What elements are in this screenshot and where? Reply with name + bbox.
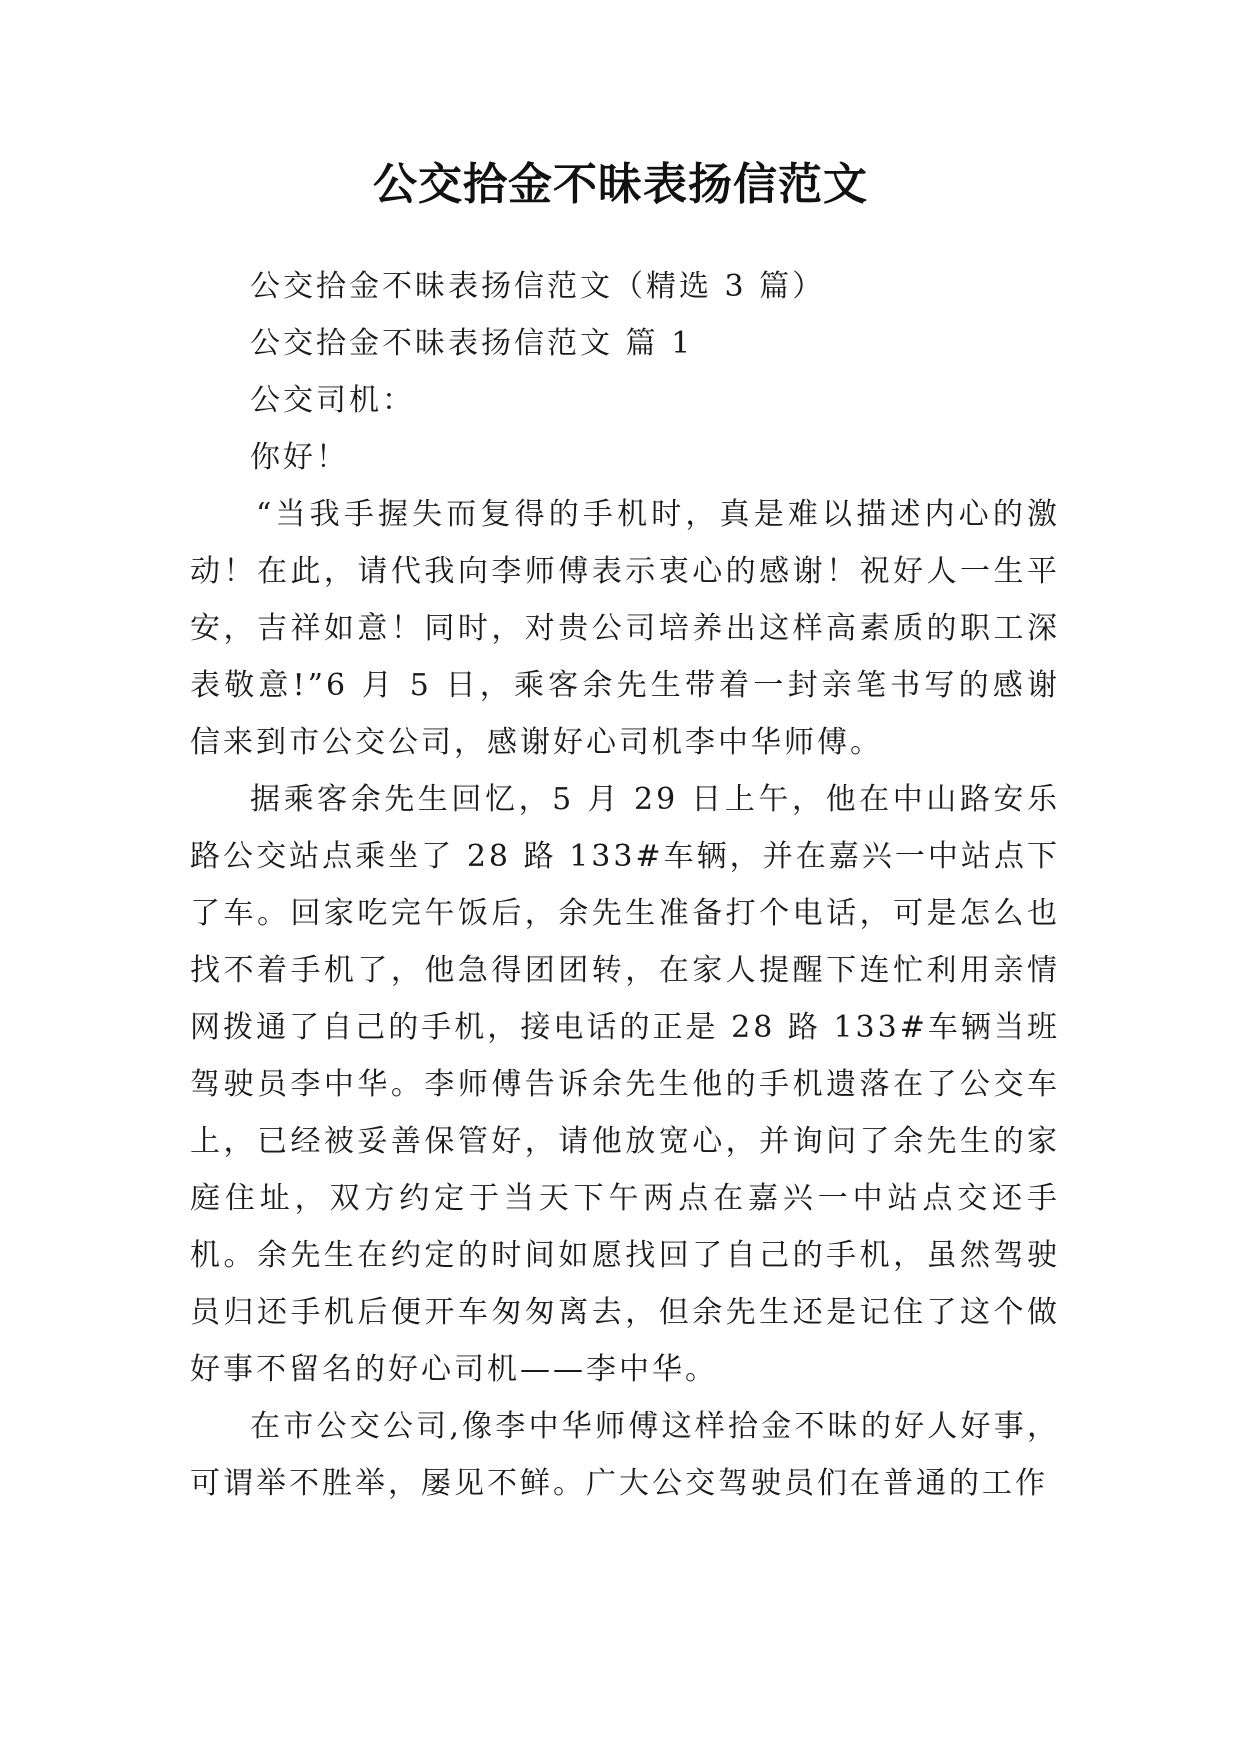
document-title: 公交拾金不昧表扬信范文: [373, 159, 868, 210]
subtitle-paragraph: 公交拾金不昧表扬信范文（精选 3 篇）: [250, 269, 826, 304]
section-heading: 公交拾金不昧表扬信范文 篇 1: [250, 326, 694, 361]
salutation: 公交司机：: [250, 383, 415, 418]
document-body: [190, 258, 1060, 1512]
quote-paragraph: “当我手握失而复得的手机时，真是难以描述内心的激动！在此，请代我向李师傅表示衷心的感谢！祝好人一生平安，吉祥如意！同时，对贵公司培养出这样高素质的职工深表敬意!”6 月 5 日，乘客余先生带着一封亲笔书写的感谢信来到市公交公司，感谢好心司机李中华师傅。: [190, 497, 1060, 760]
story-paragraph: 据乘客余先生回忆，5 月 29 日上午，他在中山路安乐路公交站点乘坐了 28 路 133#车辆，并在嘉兴一中站点下了车。回家吃完午饭后，余先生准备打个电话，可是怎么也找不着手机了，他急得团团转，在家人提醒下连忙利用亲情网拨通了自己的手机，接电话的正是 28 路 133#车辆当班驾驶员李中华。李师傅告诉余先生他的手机遗落在了公交车上，已经被妥善保管好，请他放宽心，并询问了余先生的家庭住址，双方约定于当天下午两点在嘉兴一中站点交还手机。余先生在约定的时间如愿找回了自己的手机，虽然驾驶员归还手机后便开车匆匆离去，但余先生还是记住了这个做好事不留名的好心司机——李中华。: [190, 782, 1060, 1387]
greeting: 你好！: [250, 440, 349, 475]
closing-paragraph: 在市公交公司,像李中华师傅这样拾金不昧的好人好事，可谓举不胜举，屡见不鲜。广大公交驾驶员们在普通的工作: [190, 1409, 1060, 1501]
